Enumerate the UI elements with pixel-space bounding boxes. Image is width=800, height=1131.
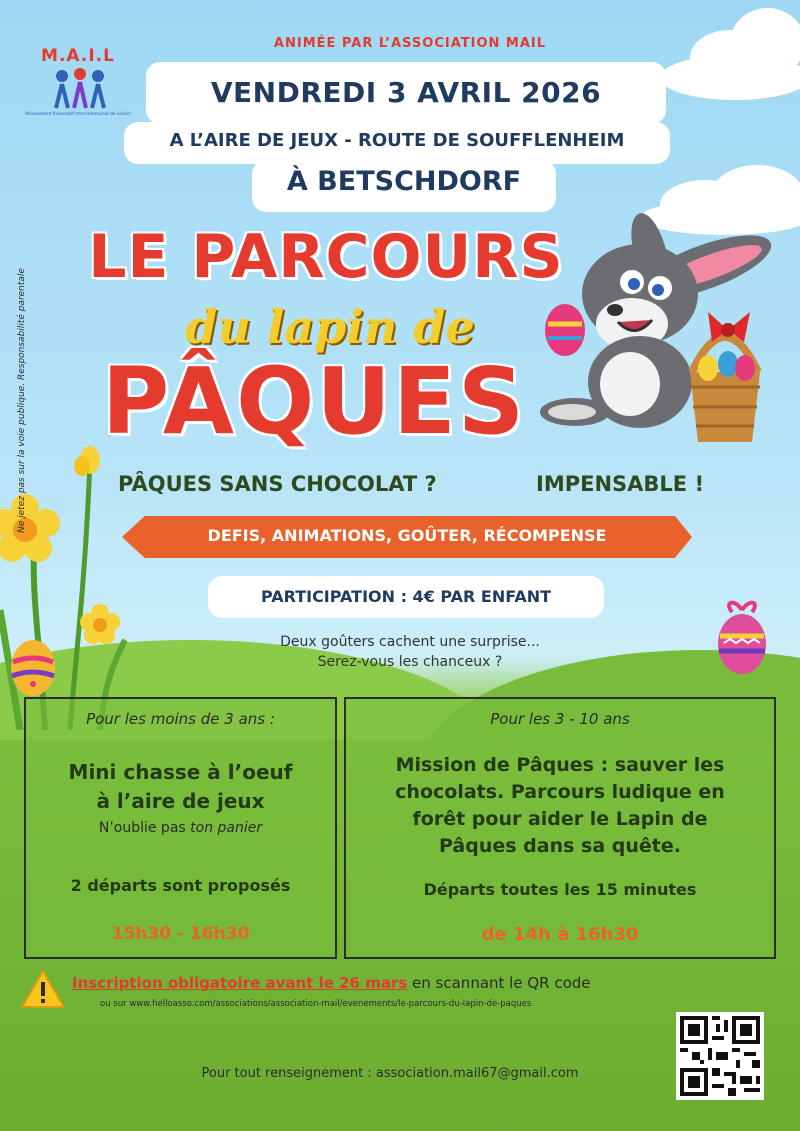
- url-prefix: ou sur: [100, 999, 127, 1009]
- participation-text: PARTICIPATION : 4€ PAR ENFANT: [260, 587, 552, 606]
- registration-url-line: [100, 999, 680, 1009]
- helloasso-url-link[interactable]: www.helloasso.com/associations/association-mail/evenements/le-parcours-du-lapin-de-paques: [129, 999, 532, 1009]
- title-line-1: LE PARCOURS: [88, 222, 564, 292]
- qr-code[interactable]: [676, 1012, 764, 1100]
- activities-text: DEFIS, ANIMATIONS, GOÛTER, RÉCOMPENSE: [207, 526, 607, 545]
- box-right-activity-3: forêt pour aider le Lapin de: [412, 808, 708, 830]
- decorated-egg-left-icon: [8, 632, 58, 698]
- logo-text: M.A.I.L: [41, 46, 115, 66]
- box-left-note-prefix: N’oublie pas: [98, 820, 191, 836]
- registration-suffix: en scannant le QR code: [407, 974, 591, 992]
- tagline-answer: IMPENSABLE !: [536, 472, 705, 496]
- surprise-line-1: Deux goûters cachent une surprise...: [280, 634, 540, 650]
- box-right-activity-4: Pâques dans sa quête.: [439, 835, 681, 857]
- title-line-2: du lapin de: [185, 300, 475, 354]
- mail-logo: [25, 46, 131, 136]
- decorated-egg-right-icon: [714, 596, 770, 676]
- organizer-text: ANIMÉE PAR L’ASSOCIATION MAIL: [273, 36, 547, 51]
- event-date: VENDREDI 3 AVRIL 2026: [210, 76, 602, 109]
- box-right-departures: Départs toutes les 15 minutes: [423, 880, 697, 899]
- box-left-note: [24, 820, 337, 836]
- easter-bunny-icon: [530, 212, 790, 462]
- qr-code-icon: [680, 1016, 760, 1096]
- tagline-question: PÂQUES SANS CHOCOLAT ?: [118, 472, 437, 496]
- registration-required-link[interactable]: Inscription obligatoire avant le 26 mars: [72, 974, 408, 992]
- box-left-activity-2: à l’aire de jeux: [96, 789, 265, 813]
- side-note: Ne jetez pas sur la voie publique. Responsabilité parentale: [17, 268, 27, 533]
- logo-subtitle: Mouvement Associatif Intercommunal de Loisirs: [25, 112, 131, 117]
- box-right-time: de 14h à 16h30: [481, 924, 639, 945]
- box-left-note-emph: ton panier: [190, 820, 263, 836]
- logo-figures-icon: [52, 68, 108, 112]
- event-town: À BETSCHDORF: [286, 166, 522, 197]
- box-right-activity-1: Mission de Pâques : sauver les: [395, 754, 725, 776]
- title-line-3: PÂQUES: [101, 348, 527, 455]
- contact-line: Pour tout renseignement : association.mail67@gmail.com: [201, 1066, 579, 1081]
- box-right-heading: Pour les 3 - 10 ans: [490, 710, 630, 728]
- registration-line: [72, 974, 702, 992]
- event-location: A L’AIRE DE JEUX - ROUTE DE SOUFFLENHEIM: [169, 130, 625, 151]
- box-left-departures: 2 départs sont proposés: [70, 876, 291, 895]
- surprise-line-2: Serez-vous les chanceux ?: [317, 654, 503, 670]
- box-left-heading: Pour les moins de 3 ans :: [86, 710, 275, 728]
- box-left-time: 15h30 - 16h30: [111, 924, 250, 944]
- box-right-activity-2: chocolats. Parcours ludique en: [395, 781, 725, 803]
- box-left-activity-1: Mini chasse à l’oeuf: [68, 760, 293, 784]
- warning-icon: [20, 968, 66, 1010]
